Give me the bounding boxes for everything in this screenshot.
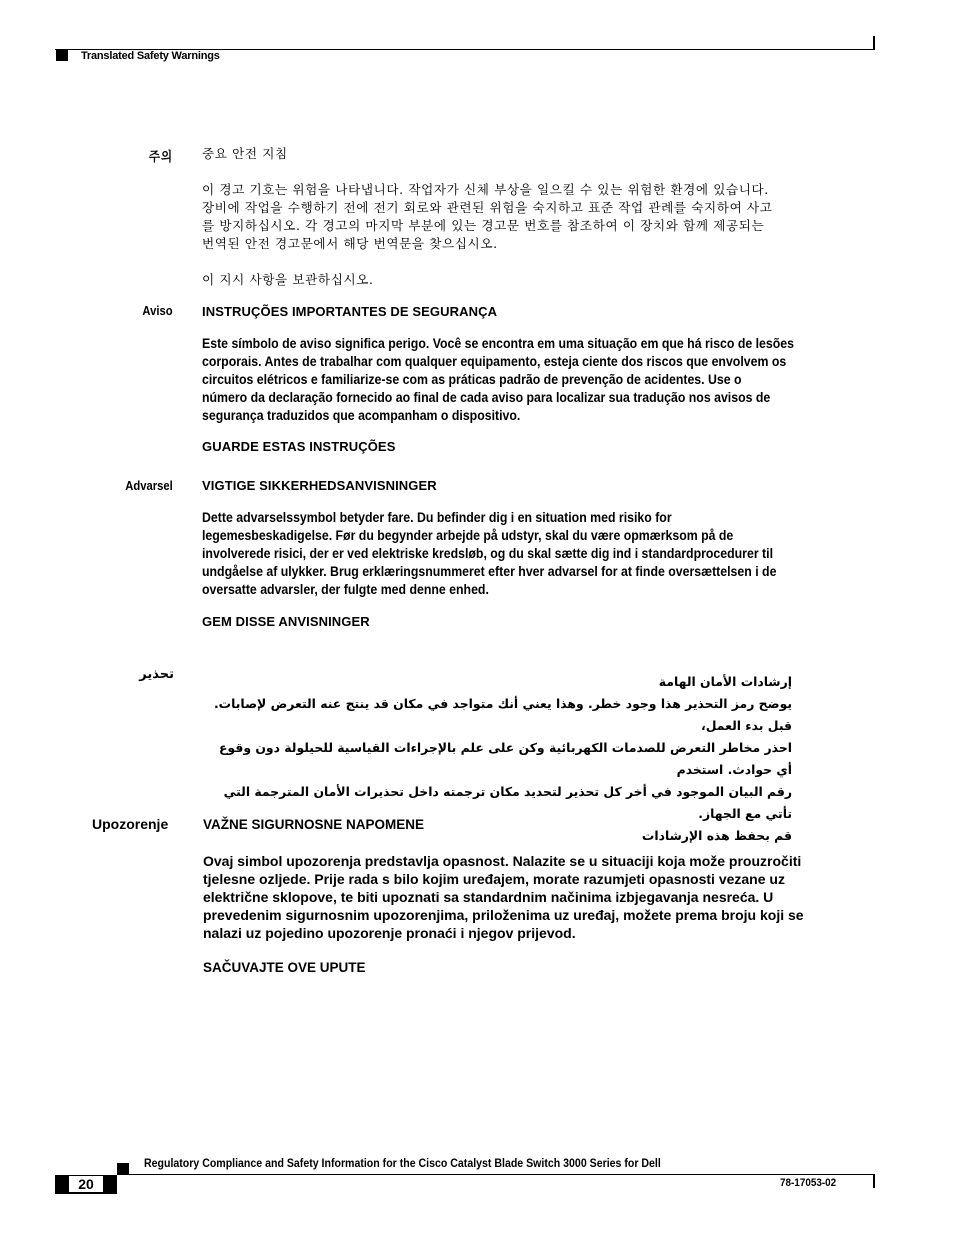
danish-line: Dette advarselssymbol betyder fare. Du befinder dig i en situation med risiko for — [202, 510, 672, 525]
portuguese-closing: GUARDE ESTAS INSTRUÇÕES — [202, 439, 396, 454]
portuguese-line: circuitos elétricos e familiarize-se com as práticas padrão de prevenção de acidentes. Use o — [202, 372, 742, 387]
croatian-body — [203, 852, 853, 942]
portuguese-line: segurança traduzidos que acompanham o dispositivo. — [202, 408, 521, 423]
danish-line: involverede risici, der er ved elektriske kredsløb, og du skal sætte dig ind i standardprocedurer til — [202, 546, 773, 561]
arabic-line: احذر مخاطر التعرض للصدمات الكهربائية وكن على علم بالإجراءات القياسية للحيلولة دون وقوع أي حوادث. استخدم — [218, 740, 792, 777]
croatian-line: nalazi uz pojedino upozorenje pronaći i njegov prijevod. — [203, 925, 576, 941]
croatian-line: prevedenim sigurnosnim upozorenjima, priloženima uz uređaj, možete prema broju koji se — [203, 907, 804, 923]
korean-line: 번역된 안전 경고문에서 해당 번역문을 찾으십시오. — [202, 236, 498, 251]
croatian-line: električne sklopove, te biti upoznati sa standardnim načinima izbjegavanja nesreća. U — [203, 889, 774, 905]
portuguese-line: corporais. Antes de trabalhar com qualquer equipamento, esteja ciente dos riscos que envolvem os — [202, 354, 787, 369]
header-tick — [873, 36, 875, 50]
korean-line: 장비에 작업을 수행하기 전에 전기 회로와 관련된 위험을 숙지하고 표준 작업 관례를 숙지하여 사고 — [202, 200, 773, 215]
header-marker — [56, 50, 68, 61]
page-number-box — [55, 1175, 117, 1194]
footer-tick — [873, 1174, 875, 1188]
croatian-title: VAŽNE SIGURNOSNE NAPOMENE — [203, 817, 425, 832]
danish-label: Advarsel — [125, 479, 173, 493]
korean-title: 중요 안전 지침 — [202, 146, 288, 161]
portuguese-line: Este símbolo de aviso significa perigo. Você se encontra em uma situação em que há risco de lesões — [202, 336, 795, 351]
croatian-line: Ovaj simbol upozorenja predstavlja opasnost. Nalazite se u situaciji koja može prouzročiti — [203, 853, 802, 869]
footer-title: Regulatory Compliance and Safety Information for the Cisco Catalyst Blade Switch 3000 Series for Dell — [144, 1158, 661, 1170]
section-title: Translated Safety Warnings — [81, 50, 220, 62]
korean-label: 주의 — [148, 150, 173, 165]
danish-title: VIGTIGE SIKKERHEDSANVISNINGER — [202, 478, 437, 493]
portuguese-title: INSTRUÇÕES IMPORTANTES DE SEGURANÇA — [202, 304, 498, 319]
doc-number: 78-17053-02 — [780, 1177, 837, 1189]
danish-line: oversatte advarsler, der fulgte med denne enhed. — [202, 582, 489, 597]
danish-line: legemesbeskadigelse. Før du begynder arbejde på udstyr, skal du være opmærksom på de — [202, 528, 734, 543]
korean-line: 를 방지하십시오. 각 경고의 마지막 부분에 있는 경고문 번호를 참조하여 이 장치와 함께 제공되는 — [202, 218, 765, 233]
croatian-label: Upozorenje — [92, 816, 169, 832]
portuguese-label: Aviso — [142, 304, 173, 318]
arabic-line: قم بحفظ هذه الإرشادات — [641, 828, 792, 843]
korean-body — [202, 181, 864, 253]
danish-line: undgåelse af ulykker. Brug erklæringsnummeret efter hver advarsel for at finde oversættelsen i de — [202, 564, 777, 579]
page-number: 20 — [69, 1176, 103, 1192]
arabic-line: يوضح رمز التحذير هذا وجود خطر. وهذا يعني أنك متواجد في مكان قد ينتج عنه التعرض لإصابات. قبل بدء العمل، — [213, 696, 792, 733]
croatian-line: tjelesne ozljede. Prije rada s bilo kojim uređajem, morate razumjeti opasnosti vezane uz — [203, 871, 785, 887]
korean-closing: 이 지시 사항을 보관하십시오. — [202, 272, 374, 287]
croatian-closing: SAČUVAJTE OVE UPUTE — [203, 960, 366, 975]
danish-closing: GEM DISSE ANVISNINGER — [202, 614, 370, 629]
footer-rule — [117, 1174, 875, 1175]
danish-body — [202, 509, 864, 599]
arabic-label: تحذير — [139, 667, 174, 682]
korean-line: 이 경고 기호는 위험을 나타냅니다. 작업자가 신체 부상을 일으킬 수 있는 위험한 환경에 있습니다. — [202, 182, 769, 197]
portuguese-body — [202, 335, 864, 425]
portuguese-line: número da declaração fornecido ao final de cada aviso para localizar sua tradução nos avisos de — [202, 390, 771, 405]
arabic-line: رقم البيان الموجود في أخر كل تحذير لتحديد مكان ترجمته داخل تحذيرات الأمان المترجمة التي تأتي مع الجهاز. — [223, 784, 792, 821]
arabic-title: إرشادات الأمان الهامة — [658, 674, 792, 689]
